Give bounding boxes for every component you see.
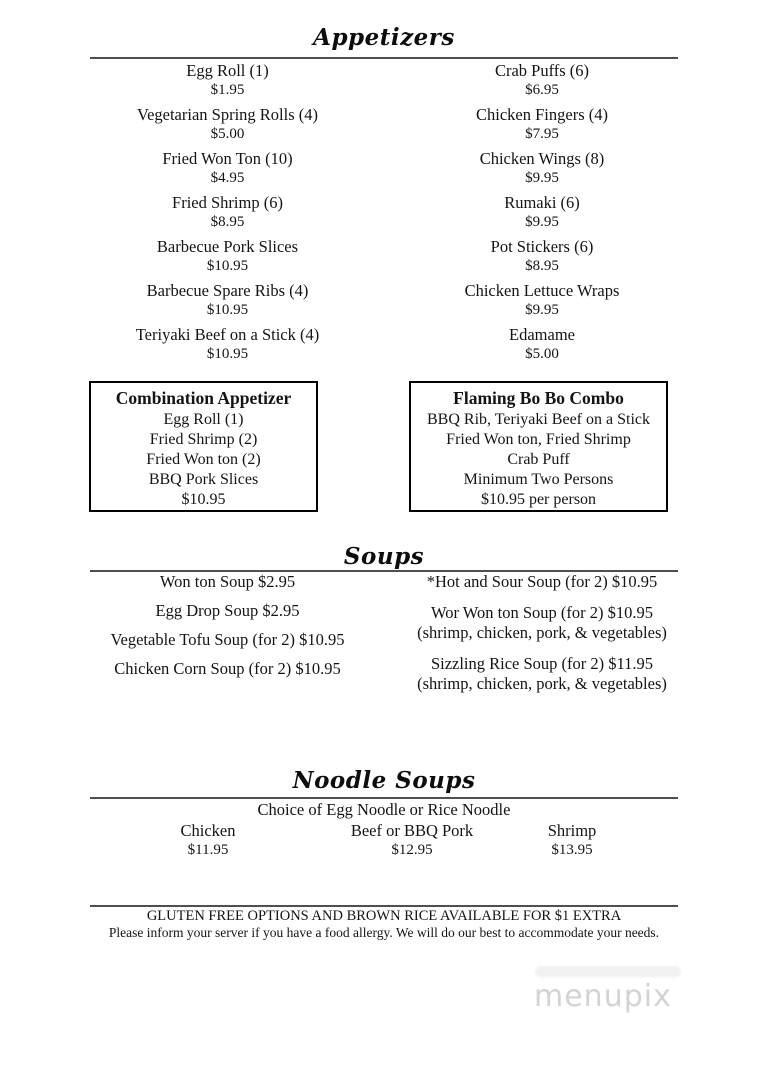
combo-line: Crab Puff — [507, 451, 570, 468]
item-name: Pot Stickers (6) — [490, 237, 594, 256]
item-price: $12.95 — [391, 842, 433, 858]
soup-item: Egg Drop Soup $2.95 — [155, 601, 300, 620]
soups-title: Soups — [343, 543, 425, 570]
soups-right-column — [404, 572, 680, 705]
item-price: $9.95 — [525, 214, 559, 230]
item-name: Crab Puffs (6) — [494, 61, 590, 80]
soup-item: Chicken Corn Soup (for 2) $10.95 — [114, 659, 341, 678]
combo-price: $10.95 — [181, 491, 226, 508]
soup-item — [404, 654, 680, 694]
item-price: $9.95 — [525, 170, 559, 186]
item-price: $10.95 — [206, 258, 249, 274]
item-name: Egg Roll (1) — [186, 61, 269, 80]
appetizers-title: Appetizers — [313, 24, 455, 51]
menu-item — [404, 104, 680, 144]
menu-item — [404, 236, 680, 276]
menu-item — [404, 60, 680, 100]
item-price: $10.95 — [206, 302, 249, 318]
item-name: Rumaki (6) — [504, 193, 580, 212]
menu-item — [90, 60, 365, 100]
combo-box-title: Flaming Bo Bo Combo — [453, 388, 624, 408]
item-name: Fried Won Ton (10) — [162, 149, 293, 168]
soup-item-line: Wor Won ton Soup (for 2) $10.95 — [430, 603, 654, 622]
combo-price: $10.95 per person — [480, 491, 597, 508]
soup-item-line: *Hot and Sour Soup (for 2) $10.95 — [426, 572, 658, 591]
item-name: Teriyaki Beef on a Stick (4) — [135, 325, 320, 344]
item-name: Edamame — [509, 325, 575, 344]
footer-divider — [90, 905, 678, 907]
item-price: $11.95 — [187, 842, 229, 858]
combo-line: BBQ Rib, Teriyaki Beef on a Stick — [427, 411, 650, 428]
item-name: Fried Shrimp (6) — [172, 193, 283, 212]
item-price: $9.95 — [525, 302, 559, 318]
noodle-soups-divider — [90, 797, 678, 799]
appetizers-left-column — [90, 60, 365, 368]
menu-item — [404, 148, 680, 188]
soup-item: Won ton Soup $2.95 — [159, 572, 296, 591]
menu-item — [90, 192, 365, 232]
item-price: $7.95 — [525, 126, 559, 142]
item-price: $1.95 — [210, 82, 245, 98]
menu-item — [90, 148, 365, 188]
soup-item-line: Sizzling Rice Soup (for 2) $11.95 — [430, 654, 654, 673]
item-name: Chicken Lettuce Wraps — [464, 281, 620, 300]
footer-gluten-free-note: GLUTEN FREE OPTIONS AND BROWN RICE AVAILABLE FOR $1 EXTRA — [146, 908, 622, 924]
combo-line: BBQ Pork Slices — [148, 471, 259, 488]
combo-line: Fried Won ton, Fried Shrimp — [446, 431, 631, 448]
item-price: $4.95 — [210, 170, 245, 186]
menu-item — [404, 324, 680, 364]
noodle-choice-subtitle: Choice of Egg Noodle or Rice Noodle — [257, 800, 511, 819]
noodle-option-beef-bbq-pork — [312, 820, 512, 859]
watermark-faint-bar — [535, 966, 681, 977]
soup-item — [404, 572, 680, 592]
item-price: $13.95 — [551, 842, 593, 858]
appetizers-right-column — [404, 60, 680, 368]
menu-item — [90, 280, 365, 320]
item-price: $6.95 — [525, 82, 559, 98]
menu-item — [404, 280, 680, 320]
item-price: $10.95 — [206, 346, 249, 362]
item-name: Chicken — [180, 821, 236, 840]
flaming-bo-bo-combo-box — [409, 381, 668, 512]
item-price: $5.00 — [210, 126, 245, 142]
noodle-option-shrimp — [492, 820, 652, 859]
item-price: $8.95 — [525, 258, 559, 274]
combo-line: Fried Shrimp (2) — [149, 431, 258, 448]
menu-item — [90, 236, 365, 276]
noodle-option-chicken — [128, 820, 288, 859]
soup-item: Vegetable Tofu Soup (for 2) $10.95 — [110, 630, 345, 649]
item-name: Barbecue Pork Slices — [156, 237, 299, 256]
menu-item — [90, 104, 365, 144]
item-price: $5.00 — [525, 346, 559, 362]
soup-item-note: (shrimp, chicken, pork, & vegetables) — [417, 674, 667, 693]
soups-left-column — [90, 572, 365, 688]
item-name: Vegetarian Spring Rolls (4) — [136, 105, 318, 124]
combination-appetizer-box — [89, 381, 318, 512]
item-name: Chicken Wings (8) — [479, 149, 605, 168]
item-price: $8.95 — [210, 214, 245, 230]
footer-allergy-note: Please inform your server if you have a food allergy. We will do our best to accommodate your needs. — [108, 925, 660, 940]
item-name: Chicken Fingers (4) — [476, 105, 608, 124]
combo-line: Egg Roll (1) — [163, 411, 244, 428]
item-name: Beef or BBQ Pork — [350, 821, 474, 840]
menu-item — [90, 324, 365, 364]
menupix-watermark: menupix — [534, 979, 672, 1014]
menu-item — [404, 192, 680, 232]
combo-box-title: Combination Appetizer — [115, 388, 292, 408]
soup-item-note: (shrimp, chicken, pork, & vegetables) — [417, 623, 667, 642]
appetizers-divider — [90, 57, 678, 59]
noodle-soups-title: Noodle Soups — [292, 767, 476, 794]
soup-item — [404, 603, 680, 643]
item-name: Barbecue Spare Ribs (4) — [146, 281, 309, 300]
combo-line: Minimum Two Persons — [463, 471, 614, 488]
item-name: Shrimp — [547, 821, 597, 840]
combo-line: Fried Won ton (2) — [146, 451, 261, 468]
